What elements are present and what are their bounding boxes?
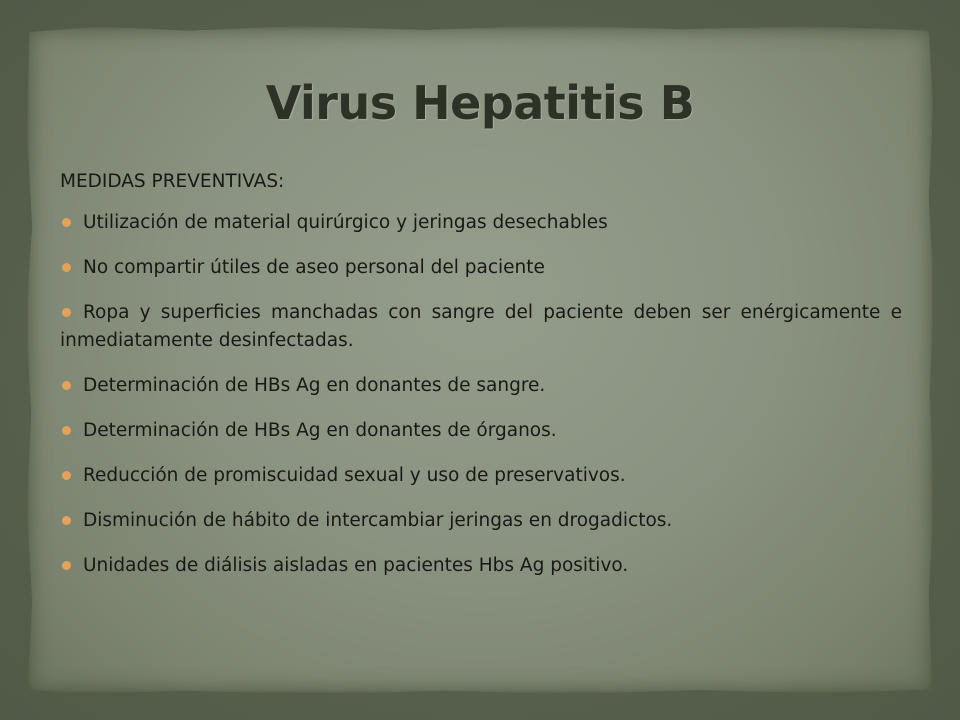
list-item-text: Reducción de promiscuidad sexual y uso de preservativos. [83,465,626,486]
bullet-icon [62,308,71,317]
bullet-icon [62,561,71,570]
list-item [60,372,902,400]
list-item [60,552,902,580]
bullet-icon [62,381,71,390]
slide-body [60,168,902,597]
bullet-icon [62,218,71,227]
slide-title: Virus Hepatitis B [265,76,695,130]
list-item [60,209,902,237]
bullet-icon [62,471,71,480]
bullet-icon [62,426,71,435]
list-item-text: No compartir útiles de aseo personal del paciente [83,257,545,278]
list-item-text: Unidades de diálisis aisladas en pacientes Hbs Ag positivo. [83,555,629,576]
list-item [60,299,902,355]
list-item-text: Determinación de HBs Ag en donantes de órganos. [83,420,557,441]
list-item [60,462,902,490]
list-item [60,417,902,445]
list-item [60,254,902,282]
list-item-text: Utilización de material quirúrgico y jeringas desechables [83,212,608,233]
list-item-text: Determinación de HBs Ag en donantes de sangre. [83,375,546,396]
list-item-text: Ropa y superficies manchadas con sangre del paciente deben ser enérgicamente e inmediatamente desinfectadas. [60,302,902,351]
bullet-icon [62,263,71,272]
list-item [60,507,902,535]
section-heading: MEDIDAS PREVENTIVAS: [60,171,285,192]
bullet-icon [62,516,71,525]
list-item-text: Disminución de hábito de intercambiar jeringas en drogadictos. [83,510,673,531]
